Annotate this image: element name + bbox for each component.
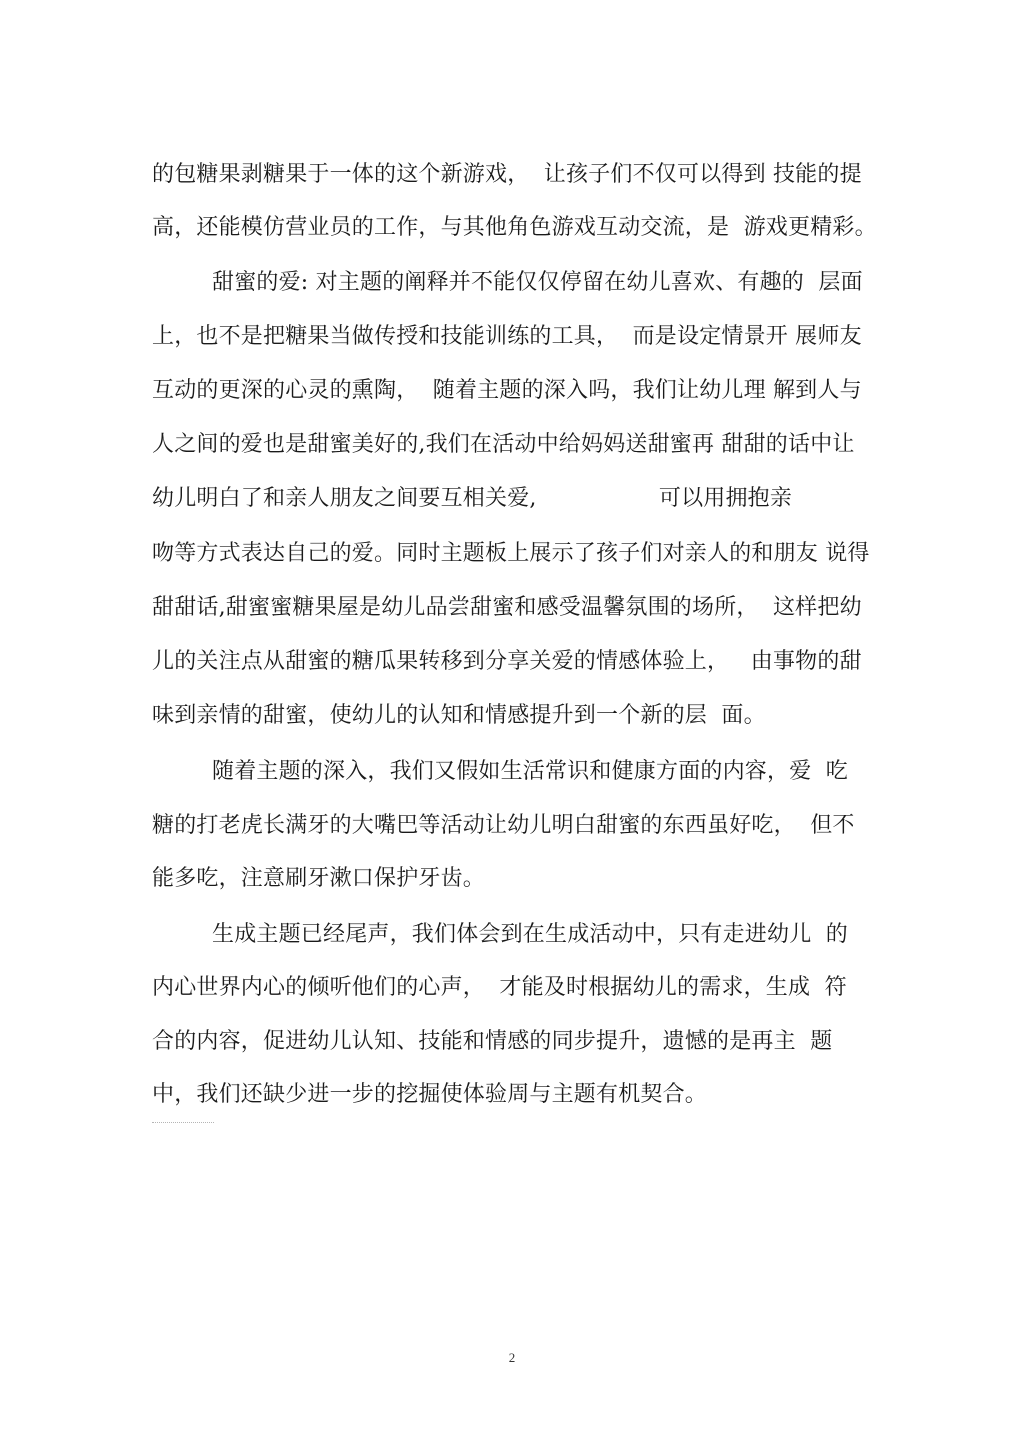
text-line: 互动的更深的心灵的熏陶， 随着主题的深入吗，我们让幼儿理 解到人与 — [152, 378, 862, 403]
text-line: 味到亲情的甜蜜，使幼儿的认知和情感提升到一个新的层 面。 — [152, 703, 766, 728]
footnote-rule — [152, 1122, 214, 1123]
text-line: 高，还能模仿营业员的工作，与其他角色游戏互动交流，是 游戏更精彩。 — [152, 215, 877, 240]
text-line: 甜甜话,甜蜜蜜糖果屋是幼儿品尝甜蜜和感受温馨氛围的场所， 这样把幼 — [152, 595, 862, 620]
text-line: 上，也不是把糖果当做传授和技能训练的工具， 而是设定情景开 展师友 — [152, 324, 862, 349]
text-line: 中，我们还缺少进一步的挖掘使体验周与主题有机契合。 — [152, 1082, 708, 1107]
text-line: 人之间的爱也是甜蜜美好的,我们在活动中给妈妈送甜蜜再 甜甜的话中让 — [152, 432, 855, 457]
text-line: 合的内容，促进幼儿认知、技能和情感的同步提升，遗憾的是再主 题 — [152, 1029, 833, 1054]
text-line: 儿的关注点从甜蜜的糖瓜果转移到分享关爱的情感体验上， 由事物的甜 — [152, 649, 862, 674]
paragraph-start-line: 随着主题的深入，我们又假如生活常识和健康方面的内容，爱 吃 — [212, 759, 848, 784]
paragraph-start-line: 甜蜜的爱: 对主题的阐释并不能仅仅停留在幼儿喜欢、有趣的 层面 — [212, 270, 863, 295]
text-line: 吻等方式表达自己的爱。同时主题板上展示了孩子们对亲人的和朋友 说得 — [152, 541, 870, 566]
text-line: 糖的打老虎长满牙的大嘴巴等活动让幼儿明白甜蜜的东西虽好吃， 但不 — [152, 813, 855, 838]
text-line: 幼儿明白了和亲人朋友之间要互相关爱, 可以用拥抱亲 — [152, 486, 793, 511]
text-line: 能多吃，注意刷牙漱口保护牙齿。 — [152, 866, 486, 891]
text-line: 内心世界内心的倾听他们的心声， 才能及时根据幼儿的需求，生成 符 — [152, 975, 847, 1000]
paragraph-start-line: 生成主题已经尾声，我们体会到在生成活动中，只有走进幼儿 的 — [212, 922, 848, 947]
text-line: 的包糖果剥糖果于一体的这个新游戏， 让孩子们不仅可以得到 技能的提 — [152, 162, 862, 187]
page-number: 2 — [508, 1350, 516, 1365]
